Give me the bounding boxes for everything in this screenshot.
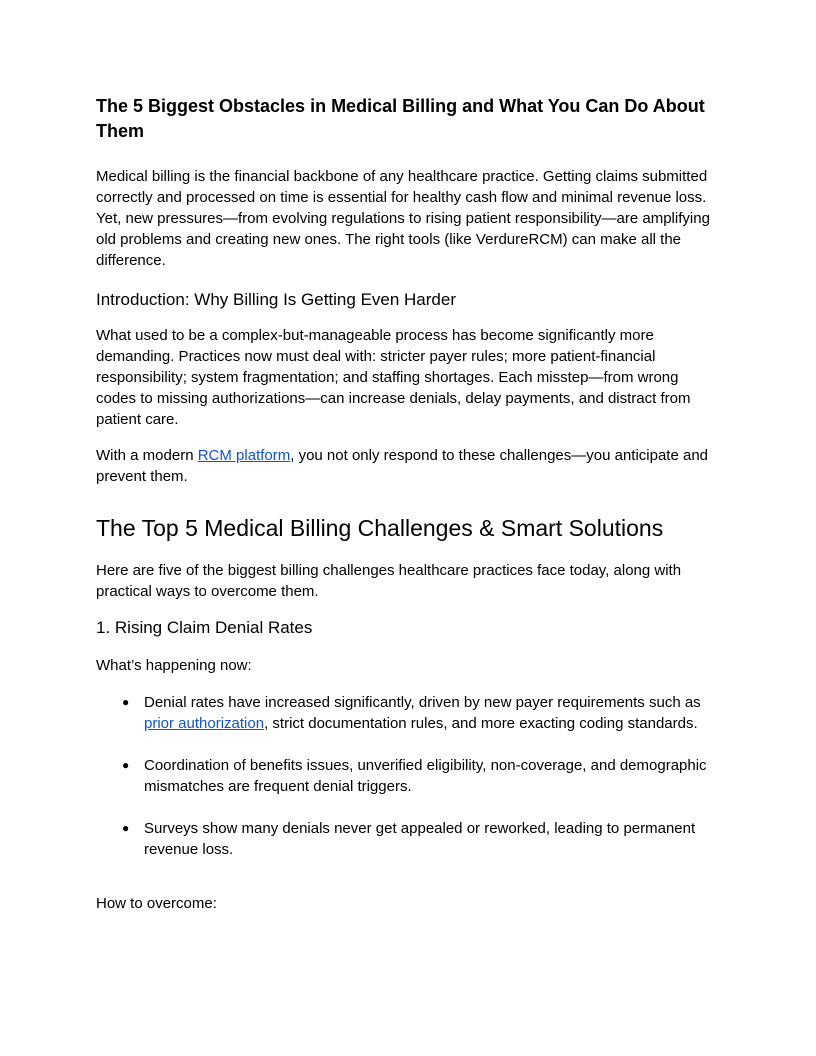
bullet-text-before: Denial rates have increased significantly, driven by new payer requirements such as	[144, 694, 701, 711]
bullet-text: Surveys show many denials never get appealed or reworked, leading to permanent revenue loss.	[144, 820, 696, 858]
intro-paragraph: Medical billing is the financial backbone of any healthcare practice. Getting claims submitted correctly and processed on time is essential for healthy cash flow and minimal revenue loss. Yet, new pressures—from evolving regulations to rising patient responsibility—are amplifying old problems and creating new ones. The right tools (like VerdureRCM) can make all the difference.	[96, 168, 710, 269]
bullet-text-after: , strict documentation rules, and more exacting coding standards.	[264, 715, 698, 732]
section-challenges-heading: The Top 5 Medical Billing Challenges & Smart Solutions	[96, 515, 664, 541]
prior-authorization-link[interactable]: prior authorization	[144, 715, 265, 732]
rcm-paragraph-before: With a modern	[96, 447, 198, 464]
bullet-icon: ●	[122, 821, 130, 835]
section-challenges-paragraph: Here are five of the biggest billing challenges healthcare practices face today, along with practical ways to overcome them.	[96, 562, 682, 600]
bullet-icon: ●	[122, 758, 130, 772]
whats-happening-label: What’s happening now:	[96, 657, 252, 674]
document-title: The 5 Biggest Obstacles in Medical Billing and What You Can Do About Them	[96, 96, 705, 141]
rcm-platform-link[interactable]: RCM platform	[197, 447, 291, 464]
rcm-paragraph-after: , you not only respond to these challenges—you anticipate and prevent them.	[96, 447, 709, 485]
list-item	[122, 818, 720, 860]
how-to-overcome-label: How to overcome:	[96, 895, 217, 912]
bullet-text: Coordination of benefits issues, unverified eligibility, non‑coverage, and demographic mismatches are frequent denial triggers.	[144, 757, 707, 795]
section-intro-paragraph: What used to be a complex-but-manageable process has become significantly more demanding. Practices now must deal with: stricter payer rules; more patient‑financial responsibility; system fragmentation; and staffing shortages. Each misstep—from wrong codes to missing authorizations—can increase denials, delay payments, and distract from patient care.	[96, 327, 691, 428]
document-page	[96, 94, 720, 914]
bullet-icon: ●	[122, 695, 130, 709]
challenge-1-bullet-list	[96, 692, 720, 860]
list-item	[122, 755, 720, 797]
section-intro-heading: Introduction: Why Billing Is Getting Even Harder	[96, 290, 456, 309]
challenge-1-heading: 1. Rising Claim Denial Rates	[96, 618, 313, 637]
list-item	[122, 692, 720, 734]
rcm-platform-paragraph	[96, 445, 720, 487]
